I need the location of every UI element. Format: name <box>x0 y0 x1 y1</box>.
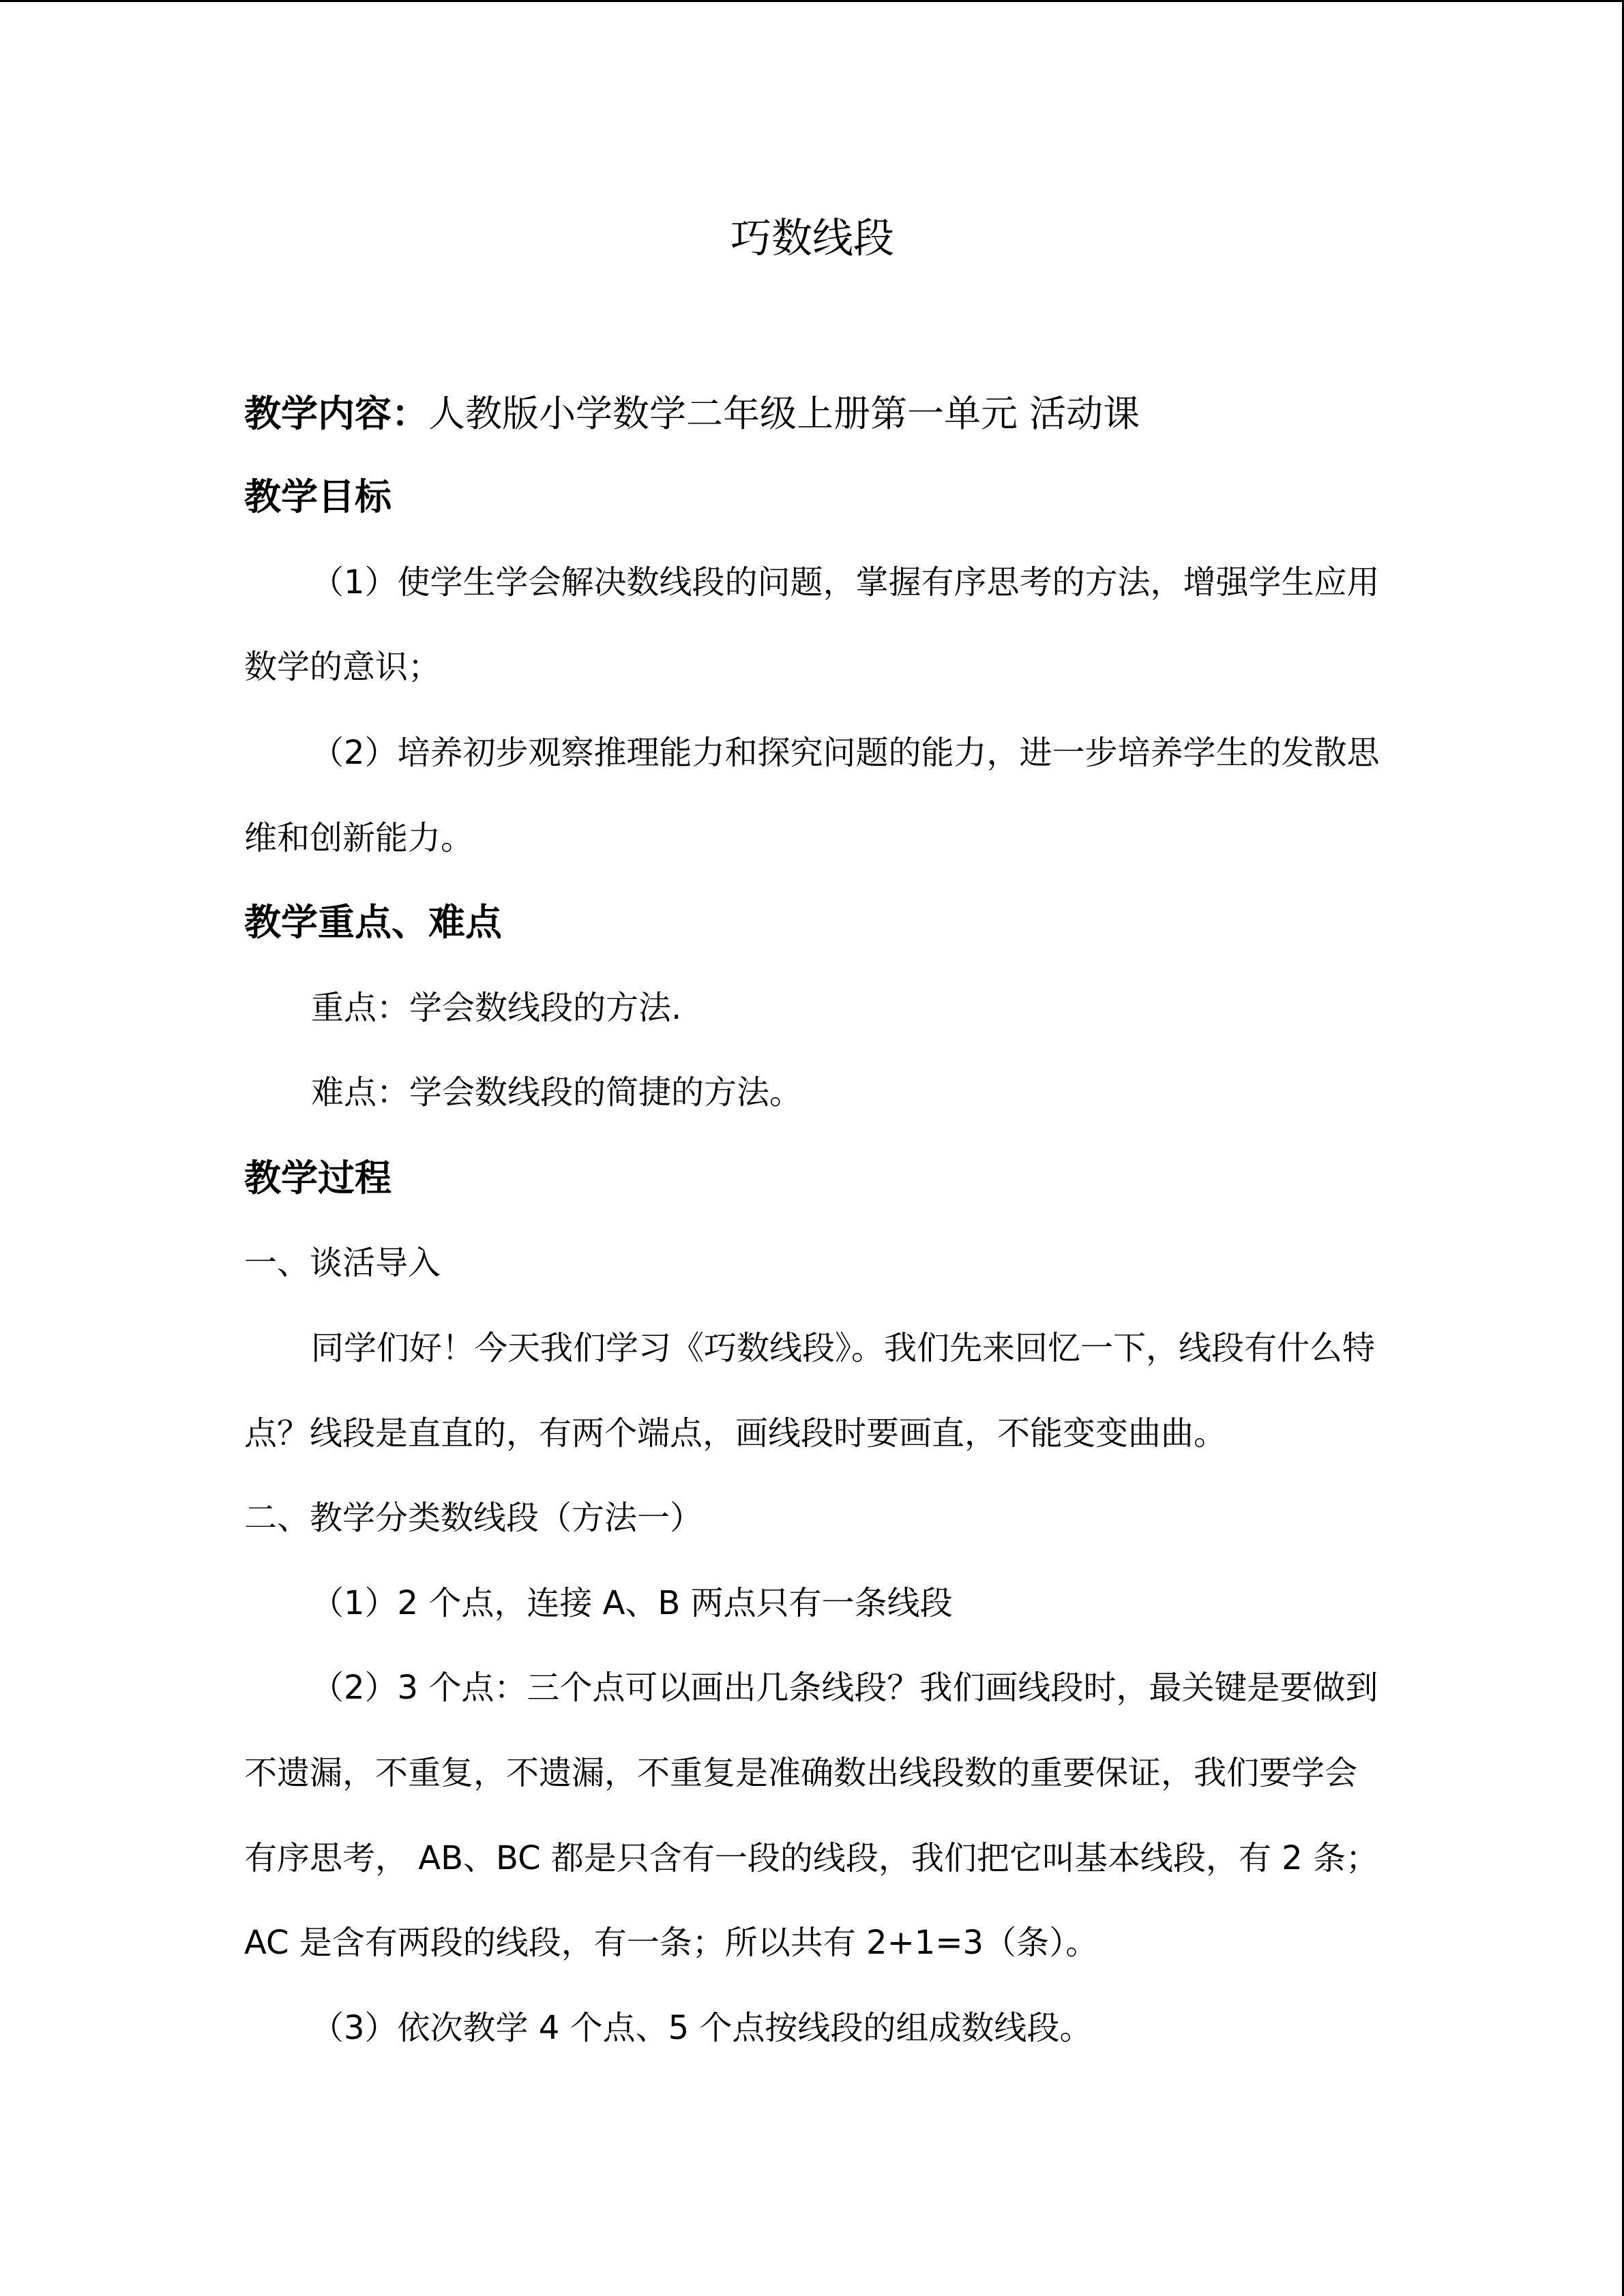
part-2-title: 二、教学分类数线段（方法一） <box>244 1499 703 1537</box>
difficulty-point: 难点：学会数线段的简捷的方法。 <box>311 1073 803 1112</box>
objectives-heading: 教学目标 <box>244 475 392 518</box>
part-1-line-2: 点？线段是直直的，有两个端点，画线段时要画直，不能变变曲曲。 <box>244 1414 1227 1452</box>
page-top-border <box>0 0 1624 2</box>
part-1-title: 一、谈活导入 <box>244 1244 441 1282</box>
page-title: 巧数线段 <box>730 215 894 263</box>
process-heading: 教学过程 <box>244 1157 392 1199</box>
item-2-line-2: 不遗漏，不重复，不遗漏，不重复是准确数出线段数的重要保证，我们要学会 <box>244 1754 1358 1792</box>
teaching-content-value: 人教版小学数学二年级上册第一单元 活动课 <box>428 392 1140 435</box>
teaching-content-label: 教学内容： <box>244 392 428 435</box>
item-2-line-1: （2）3 个点：三个点可以画出几条线段？我们画线段时，最关键是要做到 <box>311 1669 1378 1707</box>
key-points-heading: 教学重点、难点 <box>244 901 502 944</box>
item-1: （1）2 个点，连接 A、B 两点只有一条线段 <box>311 1584 953 1622</box>
teaching-content-line <box>244 390 1140 439</box>
objective-2-line-1: （2）培养初步观察推理能力和探究问题的能力，进一步培养学生的发散思 <box>311 734 1380 772</box>
objective-1-line-1: （1）使学生学会解决数线段的问题，掌握有序思考的方法，增强学生应用 <box>311 563 1380 601</box>
focus-point: 重点：学会数线段的方法. <box>311 989 682 1027</box>
part-1-line-1: 同学们好！今天我们学习《巧数线段》。我们先来回忆一下，线段有什么特 <box>311 1329 1376 1367</box>
objective-1-line-2: 数学的意识； <box>244 648 441 686</box>
item-3: （3）依次教学 4 个点、5 个点按线段的组成数线段。 <box>311 2009 1093 2047</box>
item-2-line-4: AC 是含有两段的线段，有一条；所以共有 2+1=3（条）。 <box>244 1924 1099 1962</box>
item-2-line-3: 有序思考， AB、BC 都是只含有一段的线段，我们把它叫基本线段，有 2 条； <box>244 1839 1378 1877</box>
objective-2-line-2: 维和创新能力。 <box>244 819 474 857</box>
